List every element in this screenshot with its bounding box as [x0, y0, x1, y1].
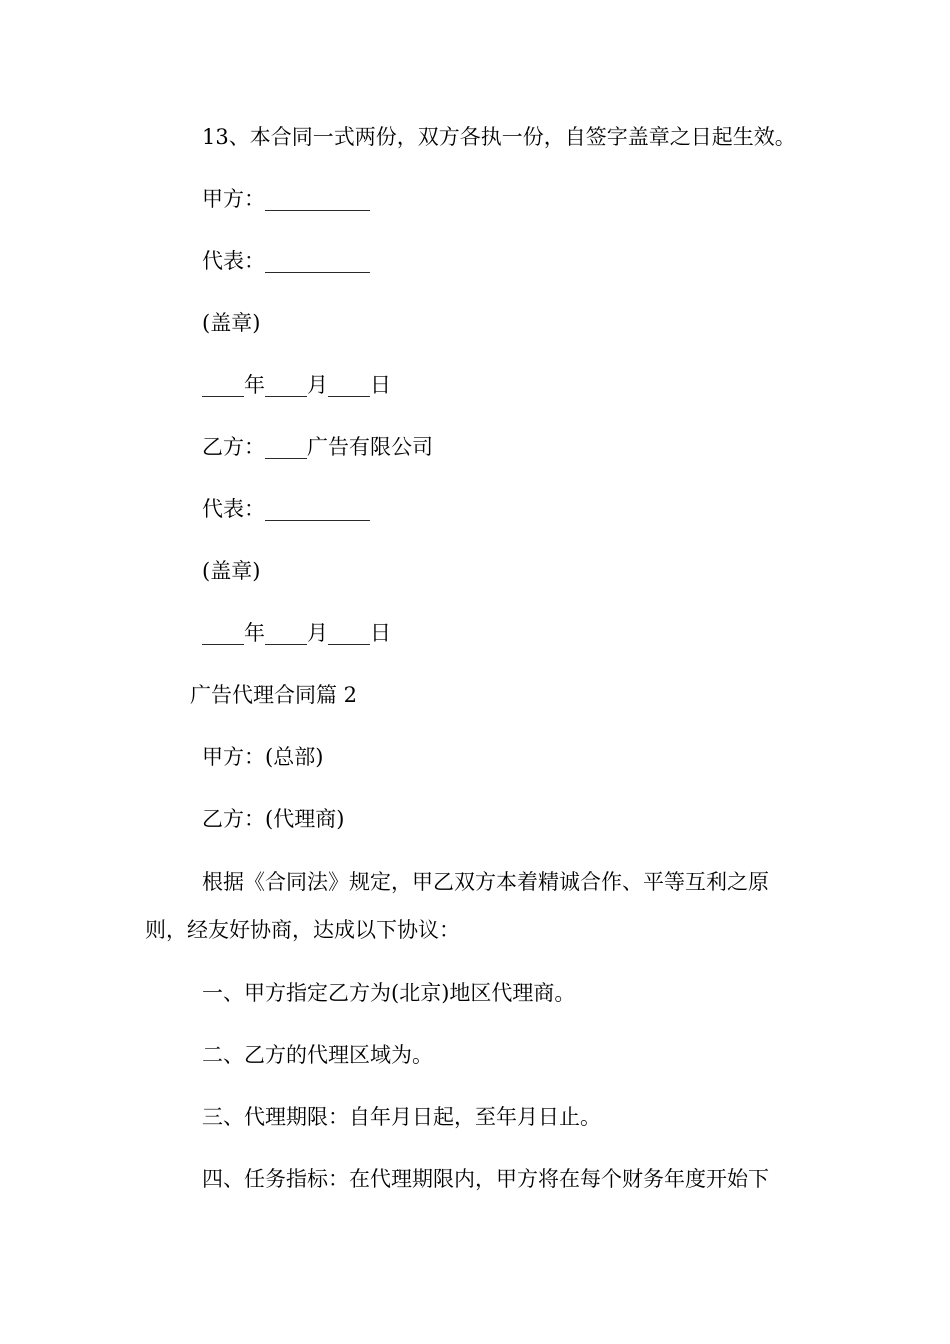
party-b-seal-label: (盖章) — [202, 559, 261, 583]
clause-2-region: 二、乙方的代理区域为。 — [202, 1043, 433, 1067]
clause-13-effective: 13、本合同一式两份，双方各执一份，自签字盖章之日起生效。 — [202, 125, 796, 149]
clause-4-targets: 四、任务指标：在代理期限内，甲方将在每个财务年度开始下 — [202, 1167, 769, 1191]
party-a-date-line: ____年____月____日 — [202, 373, 391, 397]
party-a-signature-line: 甲方：__________ — [202, 187, 370, 211]
preamble-line-1: 根据《合同法》规定，甲乙双方本着精诚合作、平等互利之原 — [202, 870, 769, 894]
clause-3-term: 三、代理期限：自年月日起，至年月日止。 — [202, 1105, 601, 1129]
party-a-seal-label: (盖章) — [202, 311, 261, 335]
party-a-label: 甲方：(总部) — [202, 745, 324, 769]
party-b-date-line: ____年____月____日 — [202, 621, 391, 645]
clause-1-designation: 一、甲方指定乙方为(北京)地区代理商。 — [202, 981, 576, 1005]
party-b-representative-line: 代表：__________ — [202, 497, 370, 521]
party-a-representative-line: 代表：__________ — [202, 249, 370, 273]
party-b-signature-line: 乙方：____广告有限公司 — [202, 435, 433, 459]
preamble-line-2: 则，经友好协商，达成以下协议： — [145, 918, 460, 942]
party-b-label: 乙方：(代理商) — [202, 807, 345, 831]
section-heading: 广告代理合同篇 2 — [190, 683, 358, 707]
